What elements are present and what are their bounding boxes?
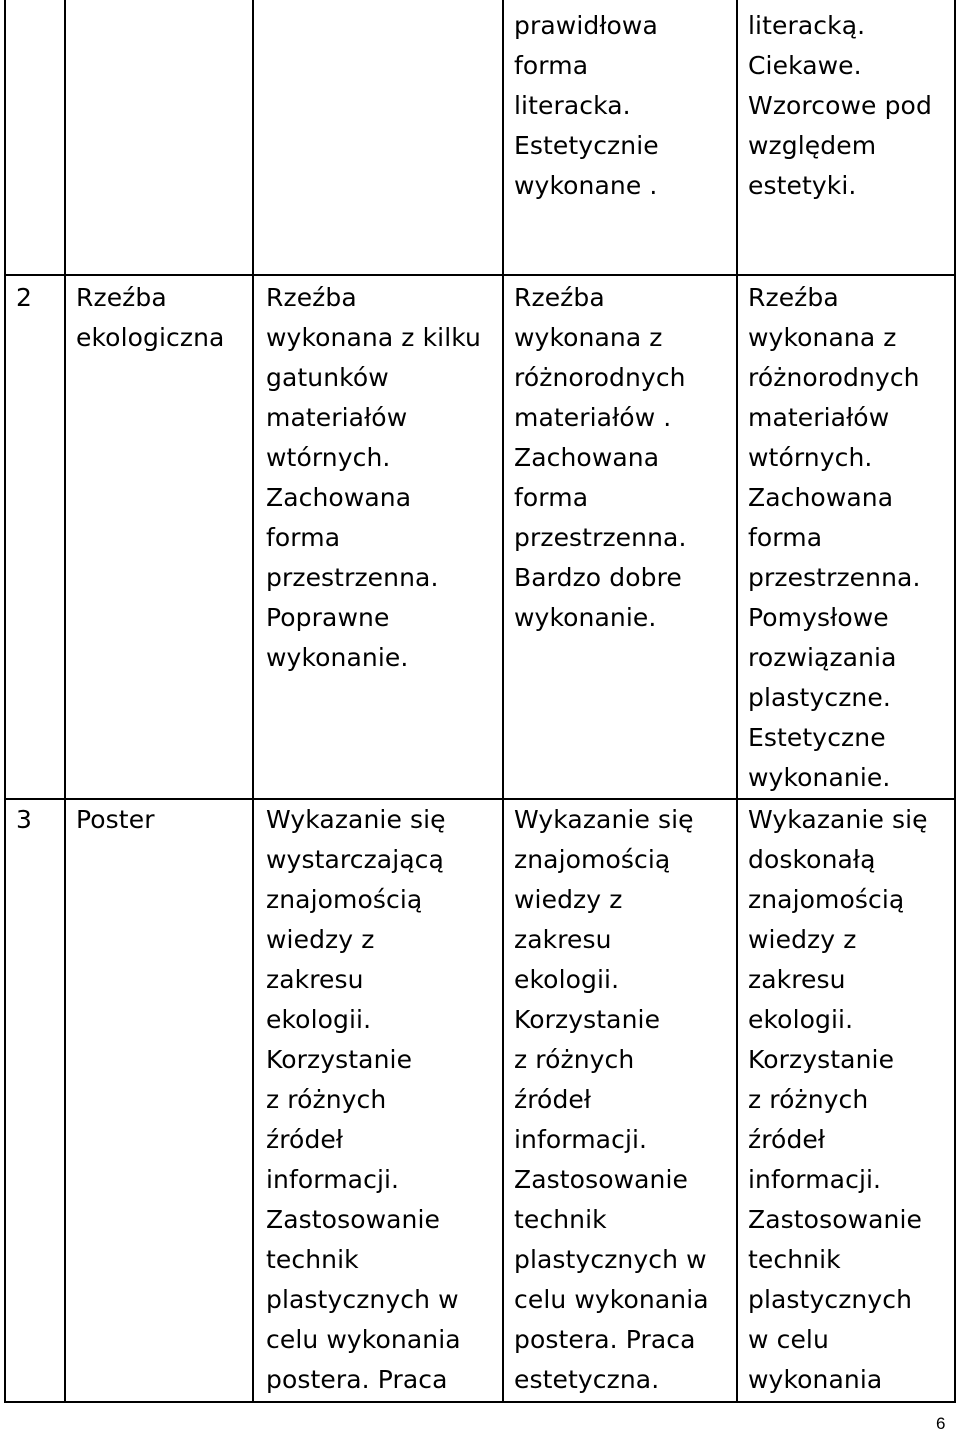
table-row-2-col3: Rzeźba wykonana z różnorodnych materiałów wtórnych. Zachowana forma przestrzenna. Pomysłowe rozwiązania plastyczne. Estetyczne wykonanie.: [748, 283, 921, 792]
table-border-right: [954, 0, 956, 1403]
page-number: 6: [936, 1414, 946, 1433]
table-row-3-title: Poster: [76, 805, 155, 834]
table-row-1-col3: literacką. Ciekawe. Wzorcowe pod względem estetyki.: [748, 11, 932, 200]
table-row-1-col2: prawidłowa forma literacka. Estetycznie wykonane .: [514, 11, 659, 200]
table-row-divider-1: [4, 274, 956, 276]
table-column-divider-1: [64, 0, 66, 1403]
table-column-divider-2: [252, 0, 254, 1403]
table-row-2-title: Rzeźba ekologiczna: [76, 283, 225, 352]
table-row-2-col2: Rzeźba wykonana z różnorodnych materiałów . Zachowana forma przestrzenna. Bardzo dobre wykonanie.: [514, 283, 687, 632]
table-row-3-col2: Wykazanie się znajomością wiedzy z zakresu ekologii. Korzystanie z różnych źródeł informacji. Zastosowanie technik plastycznych w celu wykonania postera. Praca estetyczna.: [514, 805, 709, 1394]
table-border-left: [4, 0, 6, 1403]
table-column-divider-3: [502, 0, 504, 1403]
table-row-3-col3: Wykazanie się doskonałą znajomością wiedzy z zakresu ekologii. Korzystanie z różnych źródeł informacji. Zastosowanie technik plastycznych w celu wykonania: [748, 805, 928, 1394]
table-row-3-number: 3: [16, 805, 33, 834]
table-row-3-col1: Wykazanie się wystarczającą znajomością wiedzy z zakresu ekologii. Korzystanie z różnych źródeł informacji. Zastosowanie technik plastycznych w celu wykonania postera. Praca: [266, 805, 461, 1394]
table-column-divider-4: [736, 0, 738, 1403]
table-row-2-col1: Rzeźba wykonana z kilku gatunków materiałów wtórnych. Zachowana forma przestrzenna. Poprawne wykonanie.: [266, 283, 481, 672]
table-row-2-number: 2: [16, 283, 33, 312]
table-border-bottom: [4, 1401, 956, 1403]
